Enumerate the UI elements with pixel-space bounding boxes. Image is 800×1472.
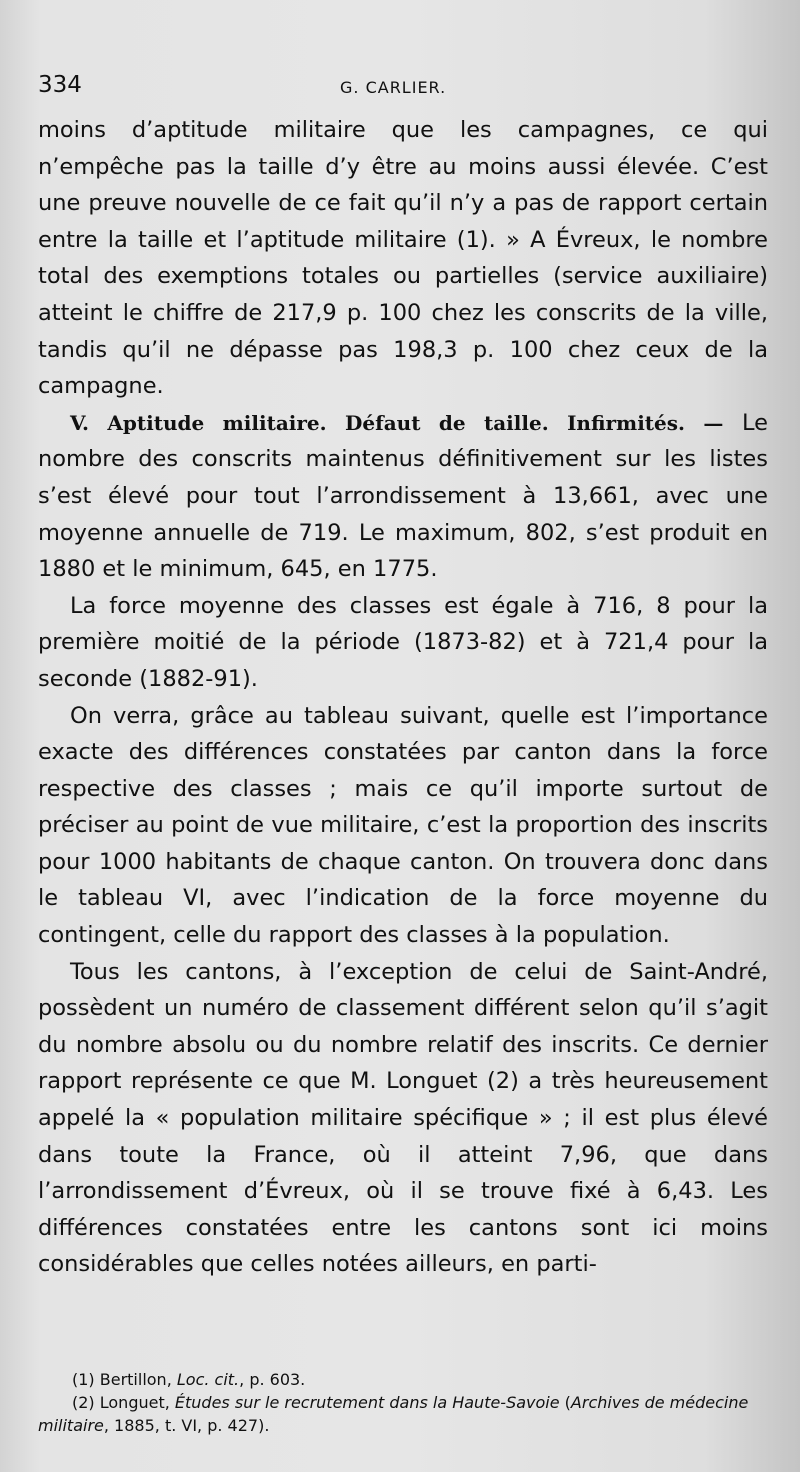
paragraph-3: La force moyenne des classes est égale à 716, 8 pour la première moitié de la période (1873-82) et à 721,4 pour la seconde (1882-91).: [38, 592, 768, 692]
footnote-1-ref: Loc. cit.: [176, 1370, 240, 1389]
body-text: [38, 112, 768, 1283]
running-head: G. CARLIER.: [340, 78, 447, 97]
footnote-2-details: , 1885, t. VI, p. 427).: [103, 1416, 270, 1435]
section-heading: V. Aptitude militaire. Défaut de taille. Infirmités. —: [70, 410, 724, 435]
footnote-2-author: (2) Longuet,: [72, 1393, 175, 1412]
paragraph-2-text: Le nombre des conscrits maintenus définitivement sur les listes s’est élevé pour tout l’arrondissement à 13,661, avec une moyenne annuelle de 719. Le maximum, 802, s’est produit en 1880 et le minimum, 645, en 1775.: [38, 409, 768, 583]
footnote-2: [38, 1391, 768, 1437]
footnotes: [38, 1368, 768, 1437]
paragraph-5: Tous les cantons, à l’exception de celui de Saint-André, possèdent un numéro de classement différent selon qu’il s’agit du nombre absolu ou du nombre relatif des inscrits. Ce dernier rapport représente ce que M. Longuet (2) a très heureusement appelé la « population militaire spécifique » ; il est plus élevé dans toute la France, où il atteint 7,96, que dans l’arrondissement d’Évreux, où il se trouve fixé à 6,43. Les différences constatées entre les cantons sont ici moins considérables que celles notées ailleurs, en parti-: [38, 958, 768, 1278]
page-number: 334: [38, 72, 82, 98]
footnote-1-author: (1) Bertillon,: [72, 1370, 177, 1389]
footnote-2-journal: Archives de médecine militaire: [38, 1393, 749, 1435]
footnote-1: [38, 1368, 768, 1391]
footnote-1-page: , p. 603.: [239, 1370, 306, 1389]
paragraph-section-v: [38, 405, 768, 588]
footnote-2-title: Études sur le recrutement dans la Haute-Savoie: [174, 1393, 560, 1412]
paragraph-1: moins d’aptitude militaire que les campagnes, ce qui n’empêche pas la taille d’y être au moins aussi élevée. C’est une preuve nouvelle de ce fait qu’il n’y a pas de rapport certain entre la taille et l’aptitude militaire (1). » A Évreux, le nombre total des exemptions totales ou partielles (service auxiliaire) atteint le chiffre de 217,9 p. 100 chez les conscrits de la ville, tandis qu’il ne dépasse pas 198,3 p. 100 chez ceux de la campagne.: [38, 117, 768, 400]
page-header: [38, 70, 768, 106]
paragraph-4: On verra, grâce au tableau suivant, quelle est l’importance exacte des différences constatées par canton dans la force respective des classes ; mais ce qu’il importe surtout de préciser au point de vue militaire, c’est la proportion des inscrits pour 1000 habitants de chaque canton. On trouvera donc dans le tableau VI, avec l’indication de la force moyenne du contingent, celle du rapport des classes à la population.: [38, 702, 768, 949]
footnote-2-paren: (: [559, 1393, 571, 1412]
